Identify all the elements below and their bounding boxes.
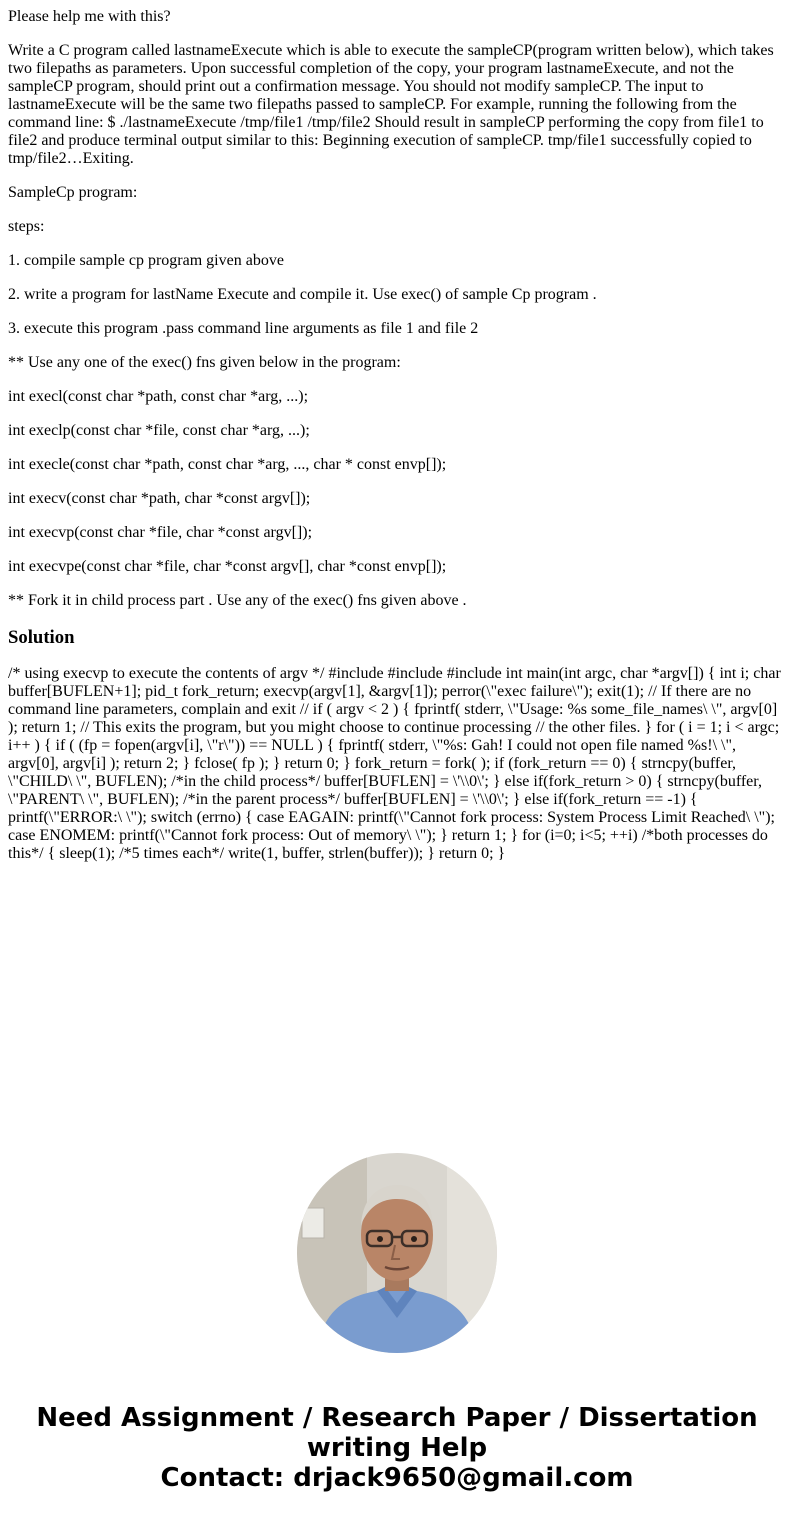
fn-execv: int execv(const char *path, char *const argv[]);: [8, 490, 311, 507]
promo-banner: [0, 1403, 794, 1493]
document-body: [8, 0, 786, 879]
step-3: 3. execute this program .pass command line arguments as file 1 and file 2: [8, 320, 479, 337]
fn-execvpe: int execvpe(const char *file, char *const argv[], char *const envp[]);: [8, 558, 447, 575]
fork-note: ** Fork it in child process part . Use any of the exec() fns given above .: [8, 592, 467, 609]
banner-contact: Contact: drjack9650@gmail.com: [160, 1463, 634, 1493]
step-2: 2. write a program for lastName Execute and compile it. Use exec() of sample Cp program .: [8, 286, 597, 303]
fn-execvp: int execvp(const char *file, char *const argv[]);: [8, 524, 313, 541]
fn-execlp: int execlp(const char *file, const char *arg, ...);: [8, 422, 310, 439]
step-1: 1. compile sample cp program given above: [8, 252, 284, 269]
fn-execl: int execl(const char *path, const char *arg, ...);: [8, 388, 309, 405]
author-avatar: [297, 1153, 497, 1353]
banner-line-2: writing Help: [306, 1433, 488, 1463]
question-description: Write a C program called lastnameExecute which is able to execute the sampleCP(program written below), which takes two filepaths as parameters. Upon successful completion of the copy, your program lastnameExecute, and not the sampleCP program, should print out a confirmation message. You should not modify sampleCP. The input to lastnameExecute will be the same two filepaths passed to sampleCP. For example, running the following from the command line: $ ./lastnameExecute /tmp/file1 /tmp/file2 Should result in sampleCP performing the copy from file1 to file2 and produce terminal output similar to this: Beginning execution of sampleCP. tmp/file1 successfully copied to tmp/file2…Exiting.: [8, 42, 774, 167]
sample-program-label: SampleCp program:: [8, 184, 138, 201]
question-intro: Please help me with this?: [8, 8, 171, 25]
exec-note: ** Use any one of the exec() fns given below in the program:: [8, 354, 401, 371]
steps-label: steps:: [8, 218, 45, 235]
fn-execle: int execle(const char *path, const char *arg, ..., char * const envp[]);: [8, 456, 447, 473]
solution-body: /* using execvp to execute the contents of argv */ #include #include #include int main(int argc, char *argv[]) { int i; char buffer[BUFLEN+1]; pid_t fork_return; execvp(argv[1], &argv[1]); perror(\"exec failure\"); exit(1); // If there are no command line parameters, complain and exit // if ( argv < 2 ) { fprintf( stderr, \"Usage: %s some_file_names\ \", argv[0] ); return 1; // This exits the program, but you might choose to continue processing // the other files. } for ( i = 1; i < argc; i++ ) { if ( (fp = fopen(argv[i], \"r\")) == NULL ) { fprintf( stderr, \"%s: Gah! I could not open file named %s!\ \", argv[0], argv[i] ); return 2; } fclose( fp ); } return 0; } fork_return = fork( ); if (fork_return == 0) { strncpy(buffer, \"CHILD\ \", BUFLEN); /*in the child process*/ buffer[BUFLEN] = \'\\0\'; } else if(fork_return > 0) { strncpy(buffer, \"PARENT\ \", BUFLEN); /*in the parent process*/ buffer[BUFLEN] = \'\\0\'; } else if(fork_return == -1) { printf(\"ERROR:\ \"); switch (errno) { case EAGAIN: printf(\"Cannot fork process: System Process Limit Reached\ \"); case ENOMEM: printf(\"Cannot fork process: Out of memory\ \"); } return 1; } for (i=0; i<5; ++i) /*both processes do this*/ { sleep(1); /*5 times each*/ write(1, buffer, strlen(buffer)); } return 0; }: [8, 665, 781, 862]
solution-heading: Solution: [8, 627, 75, 648]
author-portrait-icon: [297, 1153, 497, 1353]
banner-line-1: Need Assignment / Research Paper / Dissertation: [36, 1403, 758, 1433]
